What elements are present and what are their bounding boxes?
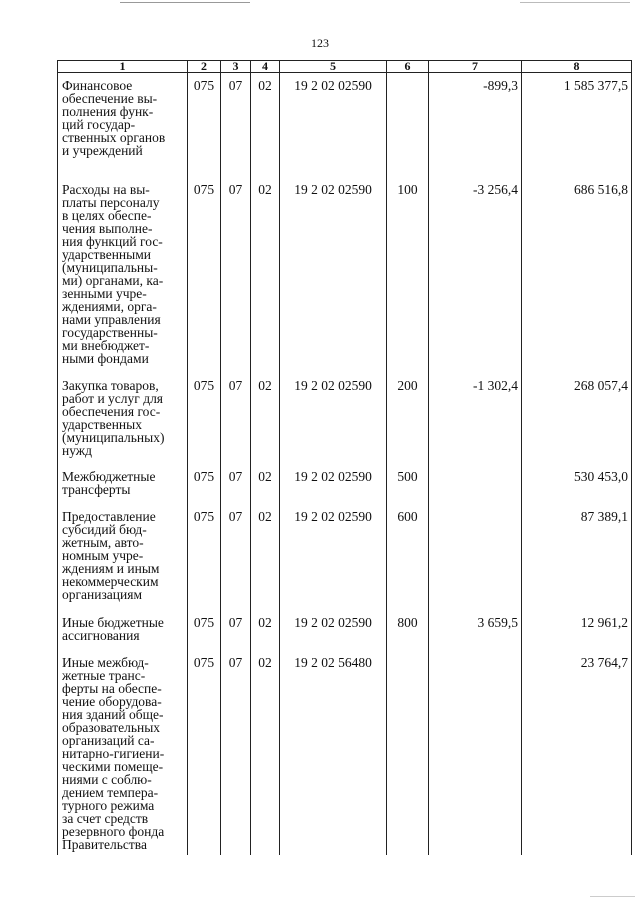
row-name: Иные бюджетные ассигнования <box>62 614 164 643</box>
cell-subsection: 02 <box>251 650 280 855</box>
scan-footer-rule <box>590 896 635 897</box>
cell-ministry: 075 <box>188 504 221 610</box>
cell-expense-type: 200 <box>387 373 429 464</box>
row-name: Межбюджетные трансферты <box>62 468 156 497</box>
header-row <box>58 61 632 73</box>
cell-expense-type <box>387 650 429 855</box>
cell-total-amount: 12 961,2 <box>522 610 632 650</box>
cell-ministry: 075 <box>188 610 221 650</box>
cell-target-article: 19 2 02 02590 <box>280 464 387 504</box>
cell-target-article: 19 2 02 56480 <box>280 650 387 855</box>
row-name: Иные межбюд- жетные транс- ферты на обеспе- чение оборудова- ния зданий обще- образовательных организаций са- нитарно-гигиени- ческими помеще- ниями с соблю- дением темпера- турного режима за счет средств резервного фонда Правительства <box>62 654 165 852</box>
cell-subsection: 02 <box>251 504 280 610</box>
table-row <box>58 177 632 373</box>
cell-total-amount: 530 453,0 <box>522 464 632 504</box>
table-row <box>58 73 632 177</box>
scan-top-rule-right <box>520 2 630 3</box>
cell-target-article: 19 2 02 02590 <box>280 73 387 177</box>
cell-change-amount: -899,3 <box>429 73 522 177</box>
column-header: 7 <box>429 61 522 73</box>
cell-total-amount: 87 389,1 <box>522 504 632 610</box>
column-header: 4 <box>251 61 280 73</box>
cell-total-amount: 268 057,4 <box>522 373 632 464</box>
cell-target-article: 19 2 02 02590 <box>280 504 387 610</box>
cell-expense-type <box>387 73 429 177</box>
cell-section: 07 <box>221 373 251 464</box>
cell-total-amount: 23 764,7 <box>522 650 632 855</box>
table-row <box>58 464 632 504</box>
cell-expense-type: 100 <box>387 177 429 373</box>
row-name: Расходы на вы- платы персоналу в целях обеспе- чения выполне- ния функций гос- ударственными (муниципальны- ми) органами, ка- зенными учре- ждениями, орга- нами управления государственны- ми внебюджет- ными фондами <box>62 181 164 366</box>
cell-total-amount: 1 585 377,5 <box>522 73 632 177</box>
row-name: Закупка товаров, работ и услуг для обеспечения гос- ударственных (муниципальных) нужд <box>62 377 165 458</box>
cell-subsection: 02 <box>251 464 280 504</box>
column-header: 2 <box>188 61 221 73</box>
cell-ministry: 075 <box>188 464 221 504</box>
cell-section: 07 <box>221 177 251 373</box>
column-header: 3 <box>221 61 251 73</box>
cell-target-article: 19 2 02 02590 <box>280 610 387 650</box>
cell-section: 07 <box>221 504 251 610</box>
cell-section: 07 <box>221 73 251 177</box>
column-header: 5 <box>280 61 387 73</box>
table-row <box>58 610 632 650</box>
cell-change-amount: -1 302,4 <box>429 373 522 464</box>
cell-ministry: 075 <box>188 650 221 855</box>
cell-change-amount <box>429 504 522 610</box>
cell-subsection: 02 <box>251 73 280 177</box>
cell-expense-type: 500 <box>387 464 429 504</box>
column-header: 1 <box>58 61 188 73</box>
cell-ministry: 075 <box>188 177 221 373</box>
cell-section: 07 <box>221 464 251 504</box>
cell-section: 07 <box>221 610 251 650</box>
cell-change-amount: 3 659,5 <box>429 610 522 650</box>
cell-subsection: 02 <box>251 177 280 373</box>
cell-total-amount: 686 516,8 <box>522 177 632 373</box>
column-header: 8 <box>522 61 632 73</box>
cell-ministry: 075 <box>188 373 221 464</box>
cell-change-amount: -3 256,4 <box>429 177 522 373</box>
cell-change-amount <box>429 650 522 855</box>
table-row <box>58 650 632 855</box>
cell-expense-type: 800 <box>387 610 429 650</box>
cell-target-article: 19 2 02 02590 <box>280 177 387 373</box>
cell-subsection: 02 <box>251 373 280 464</box>
cell-change-amount <box>429 464 522 504</box>
row-name: Предоставление субсидий бюд- жетным, авто- номным учре- ждениям и иным некоммерческим организациям <box>62 508 160 602</box>
cell-ministry: 075 <box>188 73 221 177</box>
budget-table <box>57 60 632 855</box>
cell-expense-type: 600 <box>387 504 429 610</box>
row-name: Финансовое обеспечение вы- полнения функ- ций государ- ственных органов и учреждений <box>62 78 166 158</box>
cell-target-article: 19 2 02 02590 <box>280 373 387 464</box>
scan-top-rule <box>120 2 250 3</box>
page-number: 123 <box>311 36 329 50</box>
cell-subsection: 02 <box>251 610 280 650</box>
cell-section: 07 <box>221 650 251 855</box>
column-header: 6 <box>387 61 429 73</box>
table-row <box>58 504 632 610</box>
table-row <box>58 373 632 464</box>
